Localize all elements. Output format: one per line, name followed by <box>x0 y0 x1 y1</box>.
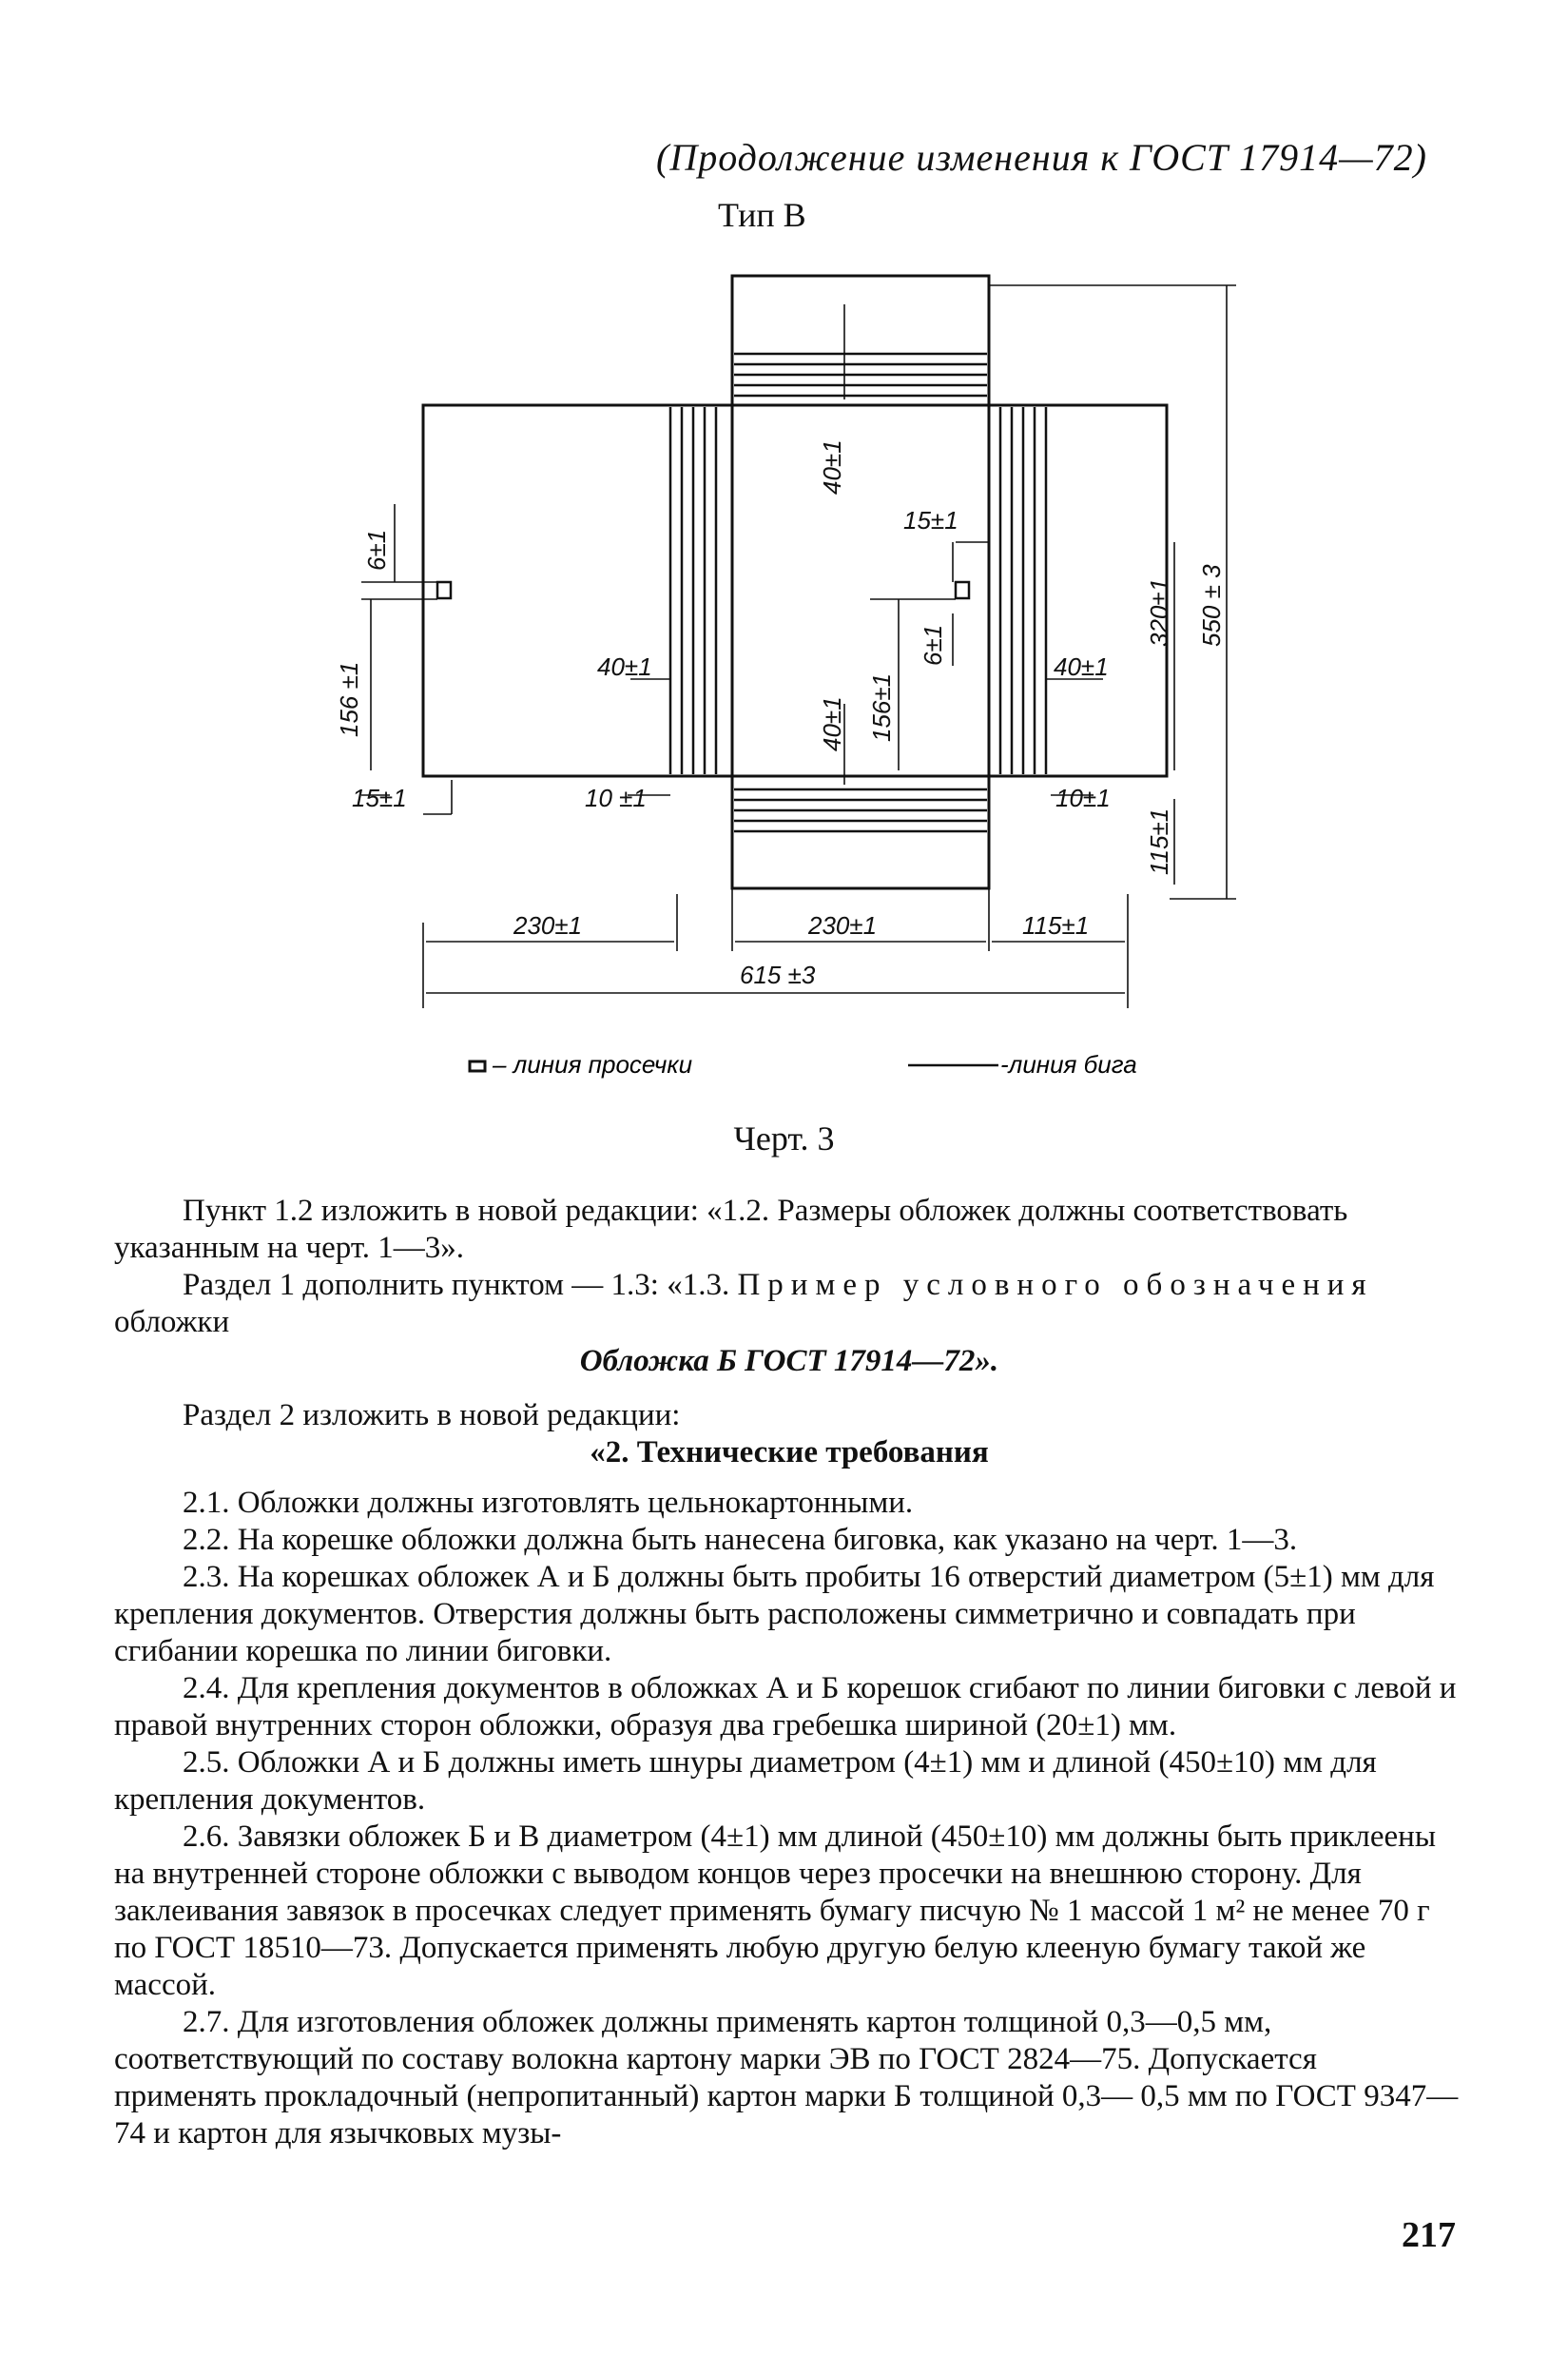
dim-spine-40: 40±1 <box>818 696 846 751</box>
continuation-header: (Продолжение изменения к ГОСТ 17914—72) <box>656 136 1427 179</box>
dim-40-right: 40±1 <box>1054 652 1109 681</box>
cover-left-panel <box>423 405 732 776</box>
dim-notch-6-right: 6±1 <box>919 624 947 666</box>
dim-top-40: 40±1 <box>818 439 846 495</box>
dim-550: 550 ± 3 <box>1197 564 1226 647</box>
dim-notch-6-left: 6±1 <box>362 529 391 571</box>
dim-156-center: 156±1 <box>867 672 896 742</box>
cover-right-panel <box>989 405 1167 776</box>
fold-line-legend: -линия бига <box>1000 1050 1137 1079</box>
paragraph-2 <box>114 1267 1464 1341</box>
dim-40-left: 40±1 <box>597 652 652 681</box>
dim-615: 615 ±3 <box>740 961 816 989</box>
dim-15-left: 15±1 <box>352 784 407 812</box>
item-2-5: 2.5. Обложки А и Б должны иметь шнуры диаметром (4±1) мм и длиной (450±10) мм для крепления документов. <box>114 1745 1377 1817</box>
dim-115-horiz: 115±1 <box>1022 911 1090 940</box>
dim-230-left: 230±1 <box>513 911 583 940</box>
item-2-6: 2.6. Завязки обложек Б и В диаметром (4±1) мм длиной (450±10) мм должны быть приклеены на внутренней стороне обложки с выводом концов через просечки на внешнюю сторону. Для заклеивания завязок в просечках следует применять бумагу писчую № 1 массой 1 м² не менее 70 г по ГОСТ 18510—73. Допускается применять любую другую белую клееную бумагу такой же массой. <box>114 1819 1437 2002</box>
dim-10-left: 10 ±1 <box>585 784 647 812</box>
designation-example: Обложка Б ГОСТ 17914—72». <box>579 1344 999 1378</box>
document-body <box>114 1193 1464 2152</box>
dim-230-center: 230±1 <box>808 911 878 940</box>
item-2-1: 2.1. Обложки должны изготовлять цельнокартонными. <box>183 1486 914 1520</box>
page-number: 217 <box>1402 2215 1456 2255</box>
item-2-4: 2.4. Для крепления документов в обложках А и Б корешок сгибают по линии биговки с левой и правой внутренних сторон обложки, образуя два гребешка шириной (20±1) мм. <box>114 1671 1457 1742</box>
technical-drawing <box>0 0 1568 1103</box>
paragraph-2-start: Раздел 1 дополнить пунктом — 1.3: «1.3. <box>183 1268 730 1302</box>
item-2-2: 2.2. На корешке обложки должна быть нанесена биговка, как указано на черт. 1—3. <box>183 1523 1298 1557</box>
dim-320: 320±1 <box>1145 577 1173 647</box>
cut-line-legend-icon <box>470 1061 485 1071</box>
type-label: Тип В <box>718 196 806 234</box>
cover-center-panel <box>732 276 989 888</box>
paragraph-1: Пункт 1.2 изложить в новой редакции: «1.2. Размеры обложек должны соответствовать указанным на черт. 1—3». <box>114 1194 1348 1265</box>
dim-10-right: 10±1 <box>1055 784 1111 812</box>
cut-notch-left <box>437 582 451 598</box>
paragraph-3: Раздел 2 изложить в новой редакции: <box>183 1398 681 1432</box>
spaced-phrase: Пример условного обозначения <box>737 1268 1374 1302</box>
paragraph-2-end: обложки <box>114 1305 230 1339</box>
section-title: «2. Технические требования <box>590 1435 989 1469</box>
dim-notch-15: 15±1 <box>903 506 958 535</box>
item-2-3: 2.3. На корешках обложек А и Б должны быть пробиты 16 отверстий диаметром (5±1) мм для крепления документов. Отверстия должны быть расположены симметрично и совпадать при сгибании корешка по линии биговки. <box>114 1560 1435 1668</box>
cut-notch-right <box>956 582 969 598</box>
dim-156-left: 156 ±1 <box>335 661 363 737</box>
figure-caption: Черт. 3 <box>733 1119 835 1158</box>
cut-line-legend: – линия просечки <box>493 1050 693 1079</box>
dim-115-vert: 115±1 <box>1145 808 1173 875</box>
item-2-7: 2.7. Для изготовления обложек должны применять картон толщиной 0,3—0,5 мм, соответствующий по составу волокна картону марки ЭВ по ГОСТ 2824—75. Допускается применять прокладочный (непропитанный) картон марки Б толщиной 0,3— 0,5 мм по ГОСТ 9347—74 и картон для язычковых музы- <box>114 2005 1459 2150</box>
